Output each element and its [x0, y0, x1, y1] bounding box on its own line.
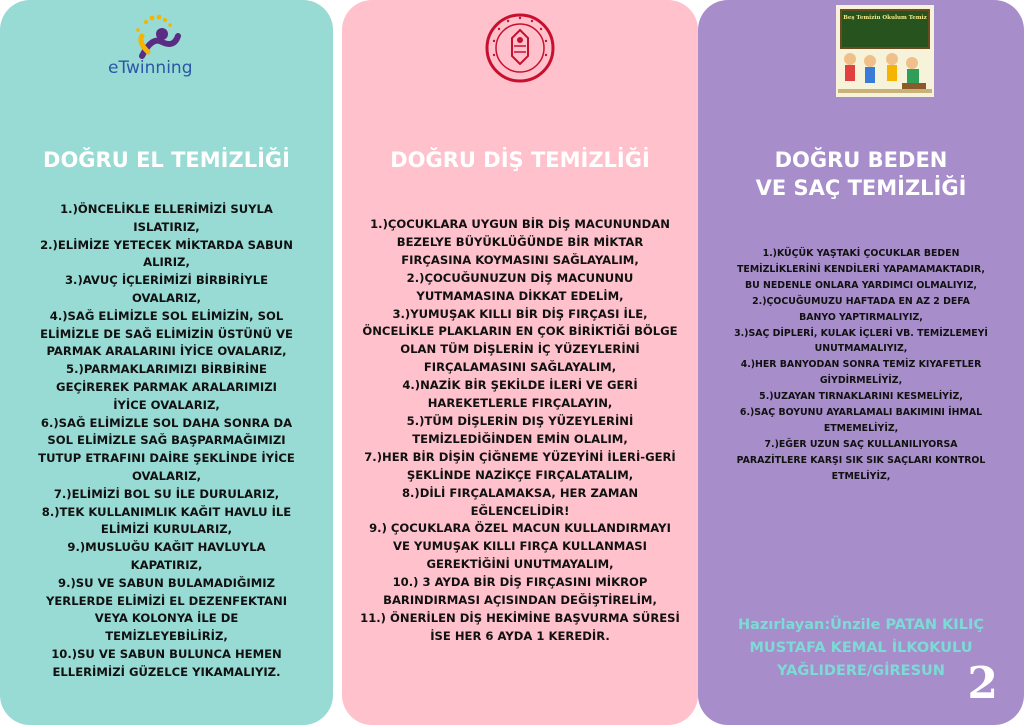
hand-hygiene-panel	[0, 0, 333, 725]
hand-hygiene-line: SOL ELİMİZLE SAĞ BAŞPARMAĞIMIZI	[47, 433, 286, 448]
body-hair-line: BANYO YAPTIRMALIYIZ,	[799, 311, 923, 323]
hand-hygiene-line: 5.)PARMAKLARIMIZI BİRBİRİNE	[66, 362, 267, 377]
etwinning-figure-icon	[108, 14, 218, 62]
body-hair-line: ETMEMELİYİZ,	[823, 422, 899, 434]
tooth-hygiene-line: HAREKETLERLE FIRÇALAYIN,	[427, 396, 613, 411]
body-hair-line: PARAZİTLERE KARŞI SIK SIK SAÇLARI KONTROL	[736, 454, 986, 466]
hand-hygiene-line: GEÇİREREK PARMAK ARALARIMIZI	[56, 379, 277, 394]
hand-hygiene-line: 1.)ÖNCELİKLE ELLERİMİZİ SUYLA	[60, 202, 273, 216]
tooth-hygiene-line: OLAN TÜM DİŞLERİN İÇ YÜZEYLERİNİ	[400, 342, 640, 357]
hand-hygiene-line: 9.)SU VE SABUN BULAMADIĞIMIZ	[58, 575, 275, 590]
tooth-hygiene-line: EĞLENCELİDİR!	[470, 503, 570, 518]
tooth-hygiene-line: 8.)DİLİ FIRÇALAMAKSA, HER ZAMAN	[401, 485, 639, 500]
tooth-hygiene-line: FIRÇASINA KOYMASINI SAĞLAYALIM,	[401, 252, 639, 267]
tooth-hygiene-line: 9.) ÇOCUKLARA ÖZEL MACUN KULLANDIRMAYI	[369, 521, 671, 536]
tooth-hygiene-line: 3.)YUMUŞAK KILLI BİR DİŞ FIRÇASI İLE,	[392, 306, 648, 321]
hand-hygiene-line: OVALARIZ,	[131, 468, 202, 483]
body-hair-line: 6.)SAÇ BOYUNU AYARLAMALI BAKIMINI İHMAL	[739, 407, 983, 419]
hand-hygiene-line: VEYA KOLONYA İLE DE	[94, 611, 239, 626]
hand-hygiene-line: ISLATIRIZ,	[133, 219, 200, 234]
tooth-hygiene-line: GEREKTİĞİNİ UNUTMAYALIM,	[426, 557, 614, 572]
tooth-hygiene-line: FIRÇALAMASINI SAĞLAYALIM,	[423, 360, 617, 375]
author-credit: Hazırlayan:Ünzile PATAN KILIÇ	[738, 617, 984, 633]
body-hair-line: GİYDİRMELİYİZ,	[819, 375, 903, 387]
hand-hygiene-line: 3.)AVUÇ İÇLERİMİZİ BİRBİRİYLE	[64, 273, 269, 288]
hand-hygiene-line: 7.)ELİMİZİ BOL SU İLE DURULARIZ,	[53, 486, 280, 501]
chalkboard-icon	[840, 9, 930, 49]
body-hair-line: BU NEDENLE ONLARA YARDIMCI OLMALIYIZ,	[745, 279, 977, 291]
hand-hygiene-title: DOĞRU EL TEMİZLİĞİ	[43, 148, 290, 172]
body-hair-line: 2.)ÇOCUĞUMUZU HAFTADA EN AZ 2 DEFA	[752, 295, 970, 307]
body-hair-line: 3.)SAÇ DİPLERİ, KULAK İÇLERİ VB. TEMİZLEMEYİ	[734, 327, 988, 339]
children-cartoon-icon	[836, 49, 934, 97]
hand-hygiene-line: 10.)SU VE SABUN BULUNCA HEMEN	[51, 646, 282, 661]
tooth-hygiene-line: VE YUMUŞAK KILLI FIRÇA KULLANMASI	[393, 539, 647, 554]
hand-hygiene-line: TUTUP ETRAFINI DAİRE ŞEKLİNDE İYİCE	[38, 451, 295, 466]
hand-hygiene-line: ELLERİMİZİ GÜZELCE YIKAMALIYIZ.	[52, 664, 281, 679]
hand-hygiene-line: KAPATIRIZ,	[130, 557, 203, 572]
location-credit: YAĞLIDERE/GİRESUN	[777, 663, 945, 679]
hand-hygiene-line: 4.)SAĞ ELİMİZLE SOL ELİMİZİN, SOL	[49, 308, 284, 323]
body-hair-line: TEMİZLİKLERİNİ KENDİLERİ YAPAMAMAKTADIR,	[737, 263, 985, 275]
tooth-hygiene-line: ŞEKLİNDE NAZİKÇE FIRÇALATALIM,	[406, 467, 634, 482]
tooth-hygiene-line: 5.)TÜM DİŞLERİN DIŞ YÜZEYLERİNİ	[406, 413, 634, 428]
body-hair-line: UNUTMAMALIYIZ,	[814, 343, 908, 355]
hand-hygiene-line: 6.)SAĞ ELİMİZLE SOL DAHA SONRA DA	[40, 415, 293, 430]
hand-hygiene-steps	[0, 201, 333, 682]
hand-hygiene-line: 2.)ELİMİZE YETECEK MİKTARDA SABUN	[40, 237, 293, 252]
tooth-hygiene-line: 2.)ÇOCUĞUNUZUN DİŞ MACUNUNU	[406, 270, 634, 285]
poster-title: Beş Temizin Okulum Temiz	[843, 15, 927, 21]
page-number: 2	[967, 658, 998, 709]
hand-hygiene-line: 9.)MUSLUĞU KAĞIT HAVLUYLA	[67, 540, 266, 555]
tooth-hygiene-line: TEMİZLEDİĞİNDEN EMİN OLALIM,	[412, 431, 628, 446]
body-hair-line: 5.)UZAYAN TIRNAKLARINI KESMELİYİZ,	[759, 391, 963, 403]
tooth-hygiene-title: DOĞRU DİŞ TEMİZLİĞİ	[390, 148, 650, 172]
body-hair-line: 7.)EĞER UZUN SAÇ KULLANILIYORSA	[764, 438, 958, 450]
hand-hygiene-line: PARMAK ARALARINI İYİCE OVALARIZ,	[46, 344, 287, 359]
tooth-hygiene-line: BARINDIRMASI AÇISINDAN DEĞİŞTİRELİM,	[383, 593, 657, 608]
body-hair-line: 1.)KÜÇÜK YAŞTAKİ ÇOCUKLAR BEDEN	[762, 248, 960, 259]
etwinning-wordmark: eTwinning	[108, 58, 193, 78]
hand-hygiene-line: YERLERDE ELİMİZİ EL DEZENFEKTANI	[45, 593, 288, 608]
tooth-hygiene-line: 7.)HER BİR DİŞİN ÇİĞNEME YÜZEYİNİ İLERİ-GERİ	[364, 449, 676, 464]
body-hair-title-line1: DOĞRU BEDEN	[774, 148, 948, 172]
hand-hygiene-line: TEMİZLEYEBİLİRİZ,	[105, 629, 228, 644]
body-hair-line: ETMELİYİZ,	[831, 470, 891, 482]
hand-hygiene-line: ALIRIZ,	[143, 255, 190, 270]
clean-school-poster	[836, 5, 934, 97]
tooth-hygiene-panel	[342, 0, 698, 725]
tooth-hygiene-line: YUTMAMASINA DİKKAT EDELİM,	[416, 288, 624, 303]
hand-hygiene-line: ELİMİZİ KURULARIZ,	[100, 522, 233, 537]
body-hair-steps	[698, 246, 1024, 485]
body-hair-title-line2: VE SAÇ TEMİZLİĞİ	[755, 176, 967, 200]
tooth-hygiene-line: 1.)ÇOCUKLARA UYGUN BİR DİŞ MACUNUNDAN	[370, 217, 670, 231]
tooth-hygiene-line: 4.)NAZİK BİR ŞEKİLDE İLERİ VE GERİ	[402, 378, 638, 393]
hand-hygiene-line: İYİCE OVALARIZ,	[113, 397, 220, 412]
hand-hygiene-line: OVALARIZ,	[131, 290, 202, 305]
hand-hygiene-line: ELİMİZLE DE SAĞ ELİMİZİN ÜSTÜNÜ VE	[40, 326, 293, 341]
body-hair-line: 4.)HER BANYODAN SONRA TEMİZ KIYAFETLER	[740, 359, 982, 371]
hand-hygiene-line: 8.)TEK KULLANIMLIK KAĞIT HAVLU İLE	[41, 504, 292, 519]
tooth-hygiene-steps	[342, 216, 698, 646]
tooth-hygiene-line: 11.) ÖNERİLEN DİŞ HEKİMİNE BAŞVURMA SÜRESİ	[360, 610, 680, 625]
etwinning-logo	[108, 14, 218, 84]
tooth-hygiene-line: İSE HER 6 AYDA 1 KEREDİR.	[430, 628, 610, 643]
ministry-seal-icon	[484, 12, 556, 84]
tooth-hygiene-line: 10.) 3 AYDA BİR DİŞ FIRÇASINI MİKROP	[392, 575, 648, 590]
tooth-hygiene-line: ÖNCELİKLE PLAKLARIN EN ÇOK BİRİKTİĞİ BÖLGE	[362, 324, 678, 339]
school-credit: MUSTAFA KEMAL İLKOKULU	[749, 640, 973, 656]
tooth-hygiene-line: BEZELYE BÜYÜKLÜĞÜNDE BİR MİKTAR	[396, 234, 644, 249]
body-hair-hygiene-panel	[698, 0, 1024, 725]
